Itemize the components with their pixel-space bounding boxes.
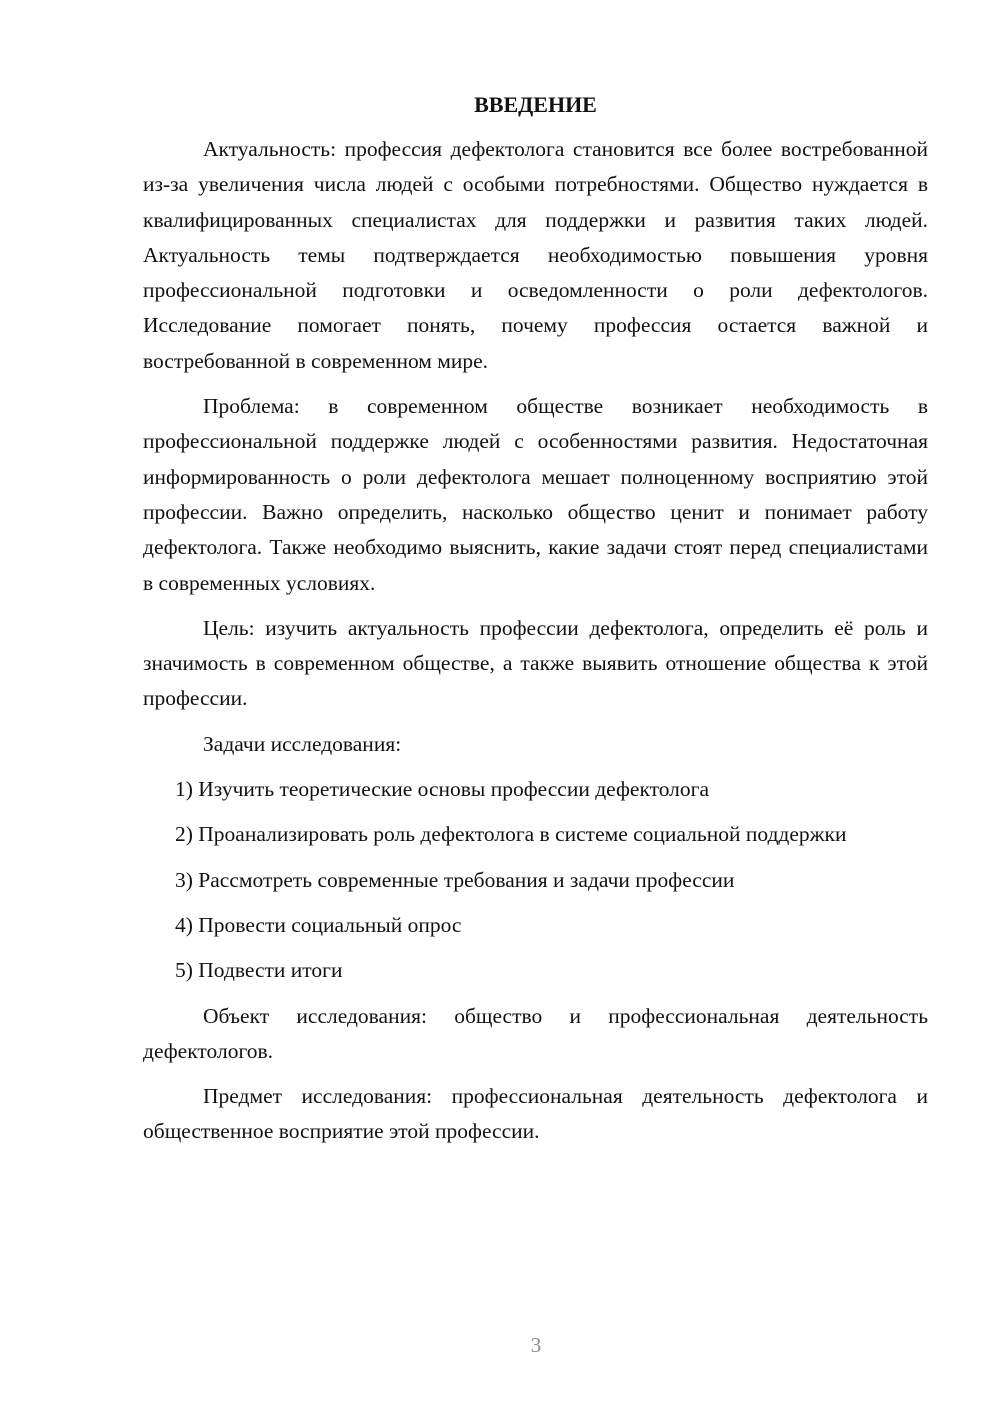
task-item-5: 5) Подвести итоги (175, 958, 343, 983)
section-title: ВВЕДЕНИЕ (474, 92, 597, 117)
task-item-1: 1) Изучить теоретические основы профессии дефектолога (175, 777, 710, 802)
task-item-2: 2) Проанализировать роль дефектолога в системе социальной поддержки (175, 822, 847, 847)
task-item-3: 3) Рассмотреть современные требования и задачи профессии (175, 867, 735, 892)
goal-paragraph: Цель: изучить актуальность профессии дефектолога, определить её роль и значимость в современном обществе, а также выявить отношение общества к этой профессии. (143, 615, 928, 711)
object-paragraph: Объект исследования: общество и профессиональная деятельность дефектологов. (143, 1003, 928, 1063)
page-number: 3 (530, 1333, 542, 1357)
task-item-4: 4) Провести социальный опрос (175, 912, 462, 937)
tasks-heading: Задачи исследования: (203, 731, 402, 756)
relevance-paragraph: Актуальность: профессия дефектолога становится все более востребованной из-за увеличения числа людей с особыми потребностями. Общество нуждается в квалифицированных специалистах для поддержки и развития таких людей. Актуальность темы подтверждается необходимостью повышения уровня профессиональной подготовки и осведомленности о роли дефектологов. Исследование помогает понять, почему профессия остается важной и востребованной в современном мире. (143, 137, 928, 373)
document-page (143, 90, 928, 1150)
problem-paragraph: Проблема: в современном обществе возникает необходимость в профессиональной поддержке людей с особенностями развития. Недостаточная информированность о роли дефектолога мешает полноценному восприятию этой профессии. Важно определить, насколько общество ценит и понимает работу дефектолога. Также необходимо выяснить, какие задачи стоят перед специалистами в современных условиях. (143, 394, 928, 595)
subject-paragraph: Предмет исследования: профессиональная деятельность дефектолога и общественное восприятие этой профессии. (143, 1084, 928, 1144)
